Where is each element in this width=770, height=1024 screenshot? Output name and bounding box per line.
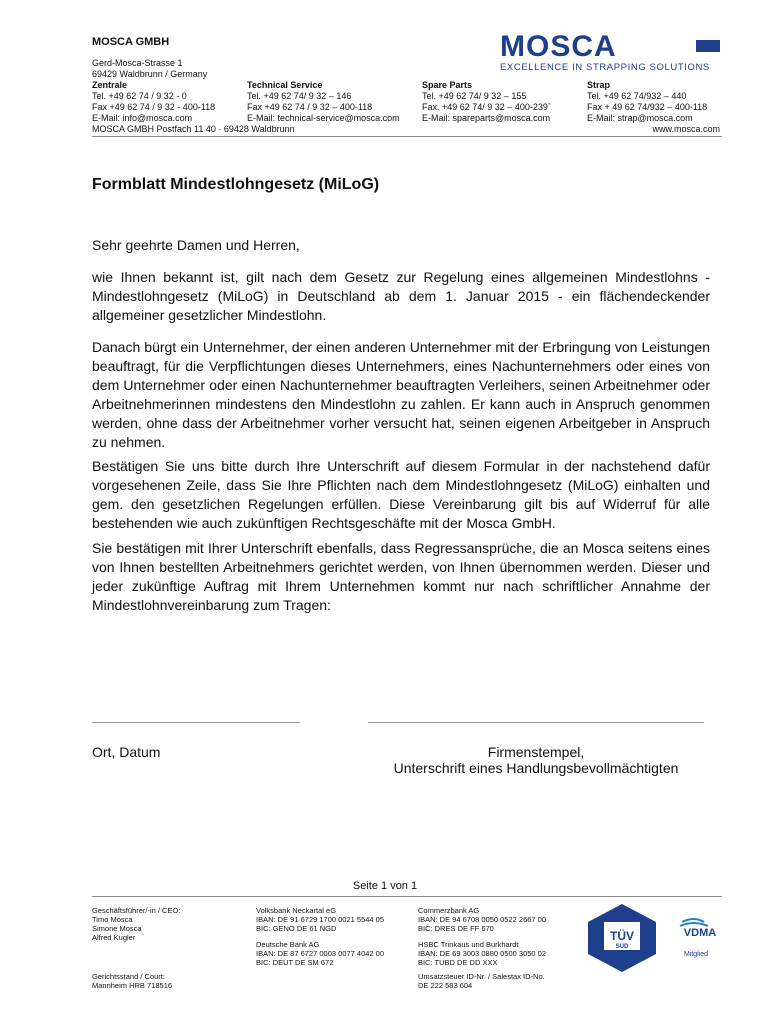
column-line: Fax + 49 62 74/932 – 400-118 — [587, 102, 708, 112]
footer-line: IBAN: DE 87 6727 0003 0077 4042 00 — [256, 949, 385, 958]
footer-line: Commerzbank AG — [418, 906, 480, 915]
footer-line: BIC: TUBD DE DD XXX — [418, 958, 498, 967]
svg-text:SÜD: SÜD — [615, 944, 629, 950]
document-title: Formblatt Mindestlohngesetz (MiLoG) — [92, 176, 380, 193]
footer-line: BIC: GENO DE 61 NGD — [256, 924, 337, 933]
company-address — [92, 58, 207, 80]
paragraph-2 — [92, 338, 710, 452]
column-line: Tel. +49 62 74 / 9 32 - 0 — [92, 91, 187, 101]
place-date-label: Ort, Datum — [92, 744, 161, 760]
column-heading: Technical Service — [247, 80, 323, 90]
footer-bank-volksbank — [256, 906, 384, 933]
footer-ceo — [92, 906, 180, 942]
contact-column-zentrale — [92, 80, 215, 124]
footer-vat — [418, 972, 545, 990]
paragraph-1 — [92, 268, 710, 325]
footer-line: Deutsche Bank AG — [256, 940, 320, 949]
header-divider — [92, 136, 722, 137]
stamp-label-line-2: Unterschrift eines Handlungsbevollmächtigten — [393, 760, 679, 776]
column-line: Fax +49 62 74 / 9 32 - 400-118 — [92, 102, 216, 112]
paragraph-text: Danach bürgt ein Unternehmer, der einen anderen Unternehmer mit der Erbringung von Leistungen beauftragt, für die Verpflichtungen dieses Unternehmers, eines Nachunternehmers oder eines von dem Unternehmer oder einen Nachunternehmer beauftragten Verleihers, seinen Arbeitnehmer oder Arbeitnehmerinnen mindestens den Mindestlohn zu zahlen. Er kann auch in Anspruch genommen werden, ohne dass der Arbeitnehmer vorher versucht hat, seinen eigenen Arbeitgeber in Anspruch zu nehmen. — [92, 339, 710, 450]
company-name: MOSCA GMBH — [92, 36, 170, 48]
footer-line: Gerichtsstand / Court: — [92, 972, 165, 981]
footer-bank-hsbc — [418, 940, 546, 967]
contact-column-strap — [587, 80, 707, 124]
signature-line-stamp[interactable] — [368, 722, 704, 724]
footer-line: DE 222 583 604 — [418, 981, 473, 990]
page-number: Seite 1 von 1 — [352, 880, 418, 892]
address-line: 69429 Waldbrunn / Germany — [92, 69, 208, 79]
svg-text:TÜV: TÜV — [610, 929, 634, 943]
paragraph-text: wie Ihnen bekannt ist, gilt nach dem Gesetz zur Regelung eines allgemeinen Mindestlohns - Mindestlohngesetz (MiLoG) in Deutschland ab dem 1. Januar 2015 - ein flächendeckender allgemeiner gesetzlicher Mindestlohn. — [92, 269, 710, 323]
footer-line: Volksbank Neckartal eG — [256, 906, 337, 915]
logo-bar — [696, 40, 720, 52]
column-line: Fax. +49 62 74/ 9 32 – 400-239` — [422, 102, 551, 112]
footer-line: Umsatzsteuer ID-Nr. / Salestax ID-No. — [418, 972, 545, 981]
footer-line: Mannheim HRB 718516 — [92, 981, 173, 990]
column-line: E-Mail: info@mosca.com — [92, 113, 193, 123]
footer-line: BIC: DRES DE FF 670 — [418, 924, 494, 933]
column-line: E-Mail: strap@mosca.com — [587, 113, 693, 123]
svg-text:VDMA: VDMA — [683, 927, 717, 939]
logo-text: MOSCA — [500, 30, 617, 63]
column-line: Fax +49 62 74 / 9 32 – 400-118 — [247, 102, 373, 112]
column-heading: Spare Parts — [422, 80, 473, 90]
stamp-label — [368, 744, 704, 776]
paragraph-text: Sie bestätigen mit Ihrer Unterschrift ebenfalls, dass Regressansprüche, die an Mosca seitens eines von Ihnen bestellten Arbeitnehmers gerichtet werden, von Ihnen übernommen werden. Dieser und jeder zukünftige Auftrag mit Ihrem Unternehmen kommt nur nach schriftlicher Annahme der Mindestlohnvereinbarung zum Tragen: — [92, 540, 710, 613]
footer-line: Timo Mosca — [92, 915, 133, 924]
footer-line: IBAN: DE 94 6708 0050 0522 2667 00 — [418, 915, 547, 924]
vdma-logo-icon — [674, 916, 726, 968]
contact-column-technical — [247, 80, 400, 124]
footer-line: IBAN: DE 69 3003 0880 0500 3050 02 — [418, 949, 547, 958]
footer-line: IBAN: DE 91 6729 1700 0021 5544 05 — [256, 915, 385, 924]
svg-text:Mitglied: Mitglied — [683, 951, 709, 958]
footer-line: BIC: DEUT DE SM 672 — [256, 958, 334, 967]
column-line: E-Mail: spareparts@mosca.com — [422, 113, 551, 123]
website-link[interactable]: www.mosca.com — [652, 124, 720, 134]
column-heading: Zentrale — [92, 80, 128, 90]
paragraph-4 — [92, 539, 710, 615]
column-line: E-Mail: technical-service@mosca.com — [247, 113, 400, 123]
address-line: Gerd-Mosca-Strasse 1 — [92, 58, 183, 68]
footer-line: Geschäftsführer/-in / CEO: — [92, 906, 181, 915]
footer-bank-deutsche — [256, 940, 384, 967]
footer-court — [92, 972, 172, 990]
paragraph-text: Bestätigen Sie uns bitte durch Ihre Unterschrift auf diesem Formular in der nachstehend dafür vorgesehenen Zeile, dass Sie Ihre Pflichten nach dem Mindestlohngesetz (MiLoG) einhalten und gem. den gesetzlichen Regelungen erfüllen. Diese Vereinbarung gilt bis auf Widerruf für alle bestehenden wie auch zukünftigen Rechtsgeschäfte mit der Mosca GmbH. — [92, 458, 710, 531]
tuv-seal-icon — [584, 902, 660, 974]
postal-line: MOSCA GMBH Postfach 11 40 · 69428 Waldbrunn — [92, 124, 295, 134]
salutation: Sehr geehrte Damen und Herren, — [92, 237, 300, 253]
footer-divider — [92, 896, 722, 897]
column-heading: Strap — [587, 80, 611, 90]
contact-column-spare-parts — [422, 80, 551, 124]
tagline: EXCELLENCE IN STRAPPING SOLUTIONS — [500, 62, 710, 73]
footer-line: HSBC Trinkaus und Burkhardt — [418, 940, 519, 949]
signature-line-place-date[interactable] — [92, 722, 300, 724]
paragraph-3 — [92, 457, 710, 533]
column-line: Tel. +49 62 74/ 9 32 – 155 — [422, 91, 527, 101]
footer-bank-commerzbank — [418, 906, 546, 933]
column-line: Tel. +49 62 74/932 – 440 — [587, 91, 687, 101]
footer-line: Simone Mosca — [92, 924, 142, 933]
stamp-label-line-1: Firmenstempel, — [487, 744, 585, 760]
column-line: Tel. +49 62 74/ 9 32 – 146 — [247, 91, 352, 101]
footer-line: Alfred Kugler — [92, 933, 136, 942]
